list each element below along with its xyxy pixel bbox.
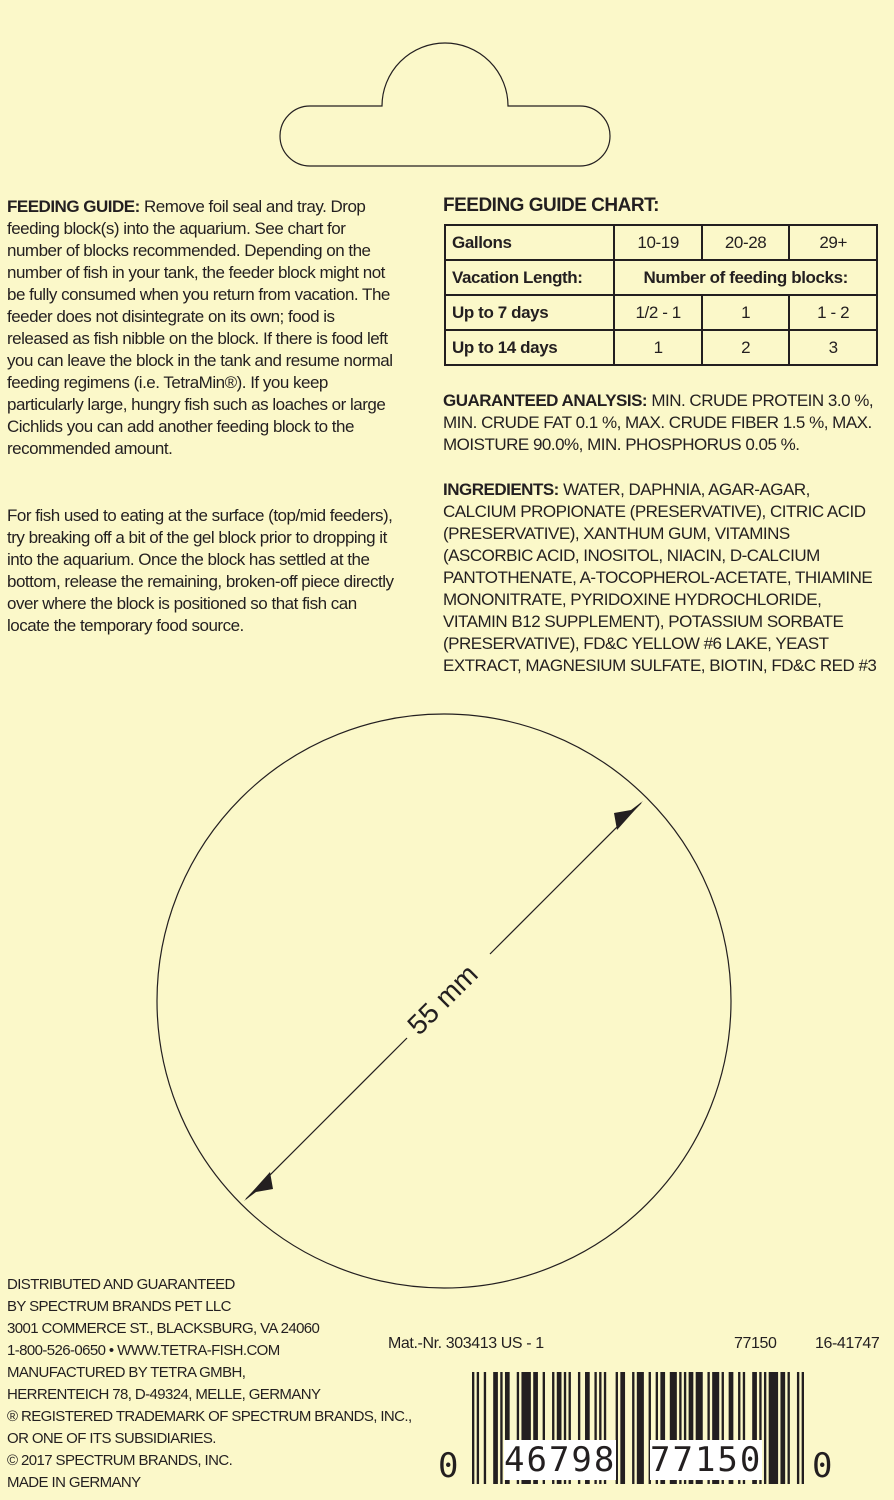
arrow-head-upper [614, 801, 643, 830]
gallons-cell: 10-19 [614, 225, 701, 260]
table-row [445, 225, 877, 260]
gallons-cell: 29+ [789, 225, 877, 260]
company-info-line: OR ONE OF ITS SUBSIDIARIES. [7, 1430, 216, 1447]
company-info-line: BY SPECTRUM BRANDS PET LLC [7, 1298, 231, 1315]
company-info-line: 1-800-526-0650 • WWW.TETRA-FISH.COM [7, 1342, 280, 1359]
surface-feeders-paragraph: For fish used to eating at the surface (top/mid feeders), try breaking off a bit of the gel block prior to dropping it into the aquarium. Once the block has settled at the bottom, release the remaining, broken-off piece directly over where the block is positioned so that fish can locate the temporary food source. [7, 506, 394, 635]
feeding-guide-heading: FEEDING GUIDE: [7, 197, 140, 216]
diameter-label: 55 mm [401, 958, 484, 1041]
barcode-bar [484, 1372, 486, 1484]
feeding-guide-text: Remove foil seal and tray. Drop feeding block(s) into the aquarium. See chart for number of blocks recommended. Depending on the number of fish in your tank, the feeder block might not be fully consumed when you return from vacation. The feeder does not disintegrate on its own; food is released as fish nibble on the block. If there is food left you can leave the block in the tank and resume normal feeding regimens (i.e. TetraMin®). If you keep particularly large, hungry fish such as loaches or large Cichlids you can add another feeding block to the recommended amount. [7, 197, 393, 458]
barcode-digit-last: 0 [812, 1446, 835, 1486]
item-code: 16-41747 [815, 1335, 880, 1352]
blocks-cell: 2 [702, 330, 789, 365]
company-info-line: 3001 COMMERCE ST., BLACKSBURG, VA 24060 [7, 1320, 320, 1337]
blocks-cell: 3 [789, 330, 877, 365]
feeding-guide-chart [444, 224, 878, 366]
company-info-line: © 2017 SPECTRUM BRANDS, INC. [7, 1452, 233, 1469]
product-code: 77150 [734, 1335, 777, 1352]
barcode-bar [764, 1372, 766, 1484]
blocks-cell: 1 [614, 330, 701, 365]
arrow-head-lower [244, 1172, 273, 1201]
barcode-bar [802, 1372, 804, 1484]
company-info-line: HERRENTEICH 78, D-49324, MELLE, GERMANY [7, 1386, 321, 1403]
blocks-cell: 1 - 2 [789, 295, 877, 330]
feeding-guide-paragraph [7, 196, 397, 460]
barcode-bar [493, 1372, 498, 1484]
company-info-line: DISTRIBUTED AND GUARANTEED [7, 1276, 235, 1293]
table-row [445, 260, 877, 295]
company-info-line: MADE IN GERMANY [7, 1474, 141, 1491]
blocks-cell: 1 [702, 295, 789, 330]
company-info [7, 1274, 412, 1494]
company-info-line: ® REGISTERED TRADEMARK OF SPECTRUM BRANDS, INC., [7, 1408, 412, 1425]
feeding-chart-title: FEEDING GUIDE CHART: [443, 195, 659, 216]
table-row [445, 330, 877, 365]
barcode-digits-right: 77150 [650, 1440, 763, 1480]
vacation-length-label: Vacation Length: [445, 260, 614, 295]
ingredients-paragraph [443, 479, 883, 677]
table-row [445, 295, 877, 330]
barcode-bar [797, 1372, 799, 1484]
barcode-bar [769, 1372, 778, 1484]
analysis-text: MIN. CRUDE PROTEIN 3.0 %, MIN. CRUDE FAT 0.1 %, MAX. CRUDE FIBER 1.5 %, MAX. MOISTURE 90.0%, MIN. PHOSPHORUS 0.05 %. [443, 391, 874, 454]
row-label: Up to 14 days [445, 330, 614, 365]
barcode-bar [472, 1372, 474, 1484]
barcode-bar [780, 1372, 785, 1484]
ingredients-text: WATER, DAPHNIA, AGAR-AGAR, CALCIUM PROPIONATE (PRESERVATIVE), CITRIC ACID (PRESERVATIVE), XANTHUM GUM, VITAMINS (ASCORBIC ACID, INOSITOL, NIACIN, D-CALCIUM PANTOTHENATE, A-TOCOPHEROL-ACETATE, THIAMINE MONONITRATE, PYRIDOXINE HYDROCHLORIDE, VITAMIN B12 SUPPLEMENT), POTASSIUM SORBATE (PRESERVATIVE), FD&C YELLOW #6 LAKE, YEAST EXTRACT, MAGNESIUM SULFATE, BIOTIN, FD&C RED #3 [443, 480, 877, 675]
feeding-blocks-header: Number of feeding blocks: [614, 260, 877, 295]
row-label: Up to 7 days [445, 295, 614, 330]
barcode-digit-first: 0 [438, 1446, 461, 1486]
ingredients-heading: INGREDIENTS: [443, 480, 559, 499]
company-info-line: MANUFACTURED BY TETRA GMBH, [7, 1364, 246, 1381]
barcode-bar [632, 1372, 634, 1484]
barcode-bar [637, 1372, 644, 1484]
blocks-cell: 1/2 - 1 [614, 295, 701, 330]
barcode-bar [500, 1372, 502, 1484]
material-number: Mat.-Nr. 303413 US - 1 [388, 1335, 544, 1352]
barcode-digits-left: 46798 [504, 1440, 617, 1480]
gallons-cell: 20-28 [702, 225, 789, 260]
gallons-label: Gallons [445, 225, 614, 260]
barcode [432, 1364, 844, 1486]
hanger-cutout-outline [0, 0, 894, 190]
block-size-diagram [0, 690, 894, 1290]
barcode-bar [477, 1372, 479, 1484]
guaranteed-analysis-paragraph [443, 390, 883, 456]
barcode-bar [620, 1372, 625, 1484]
analysis-heading: GUARANTEED ANALYSIS: [443, 391, 648, 410]
barcode-bar [788, 1372, 790, 1484]
